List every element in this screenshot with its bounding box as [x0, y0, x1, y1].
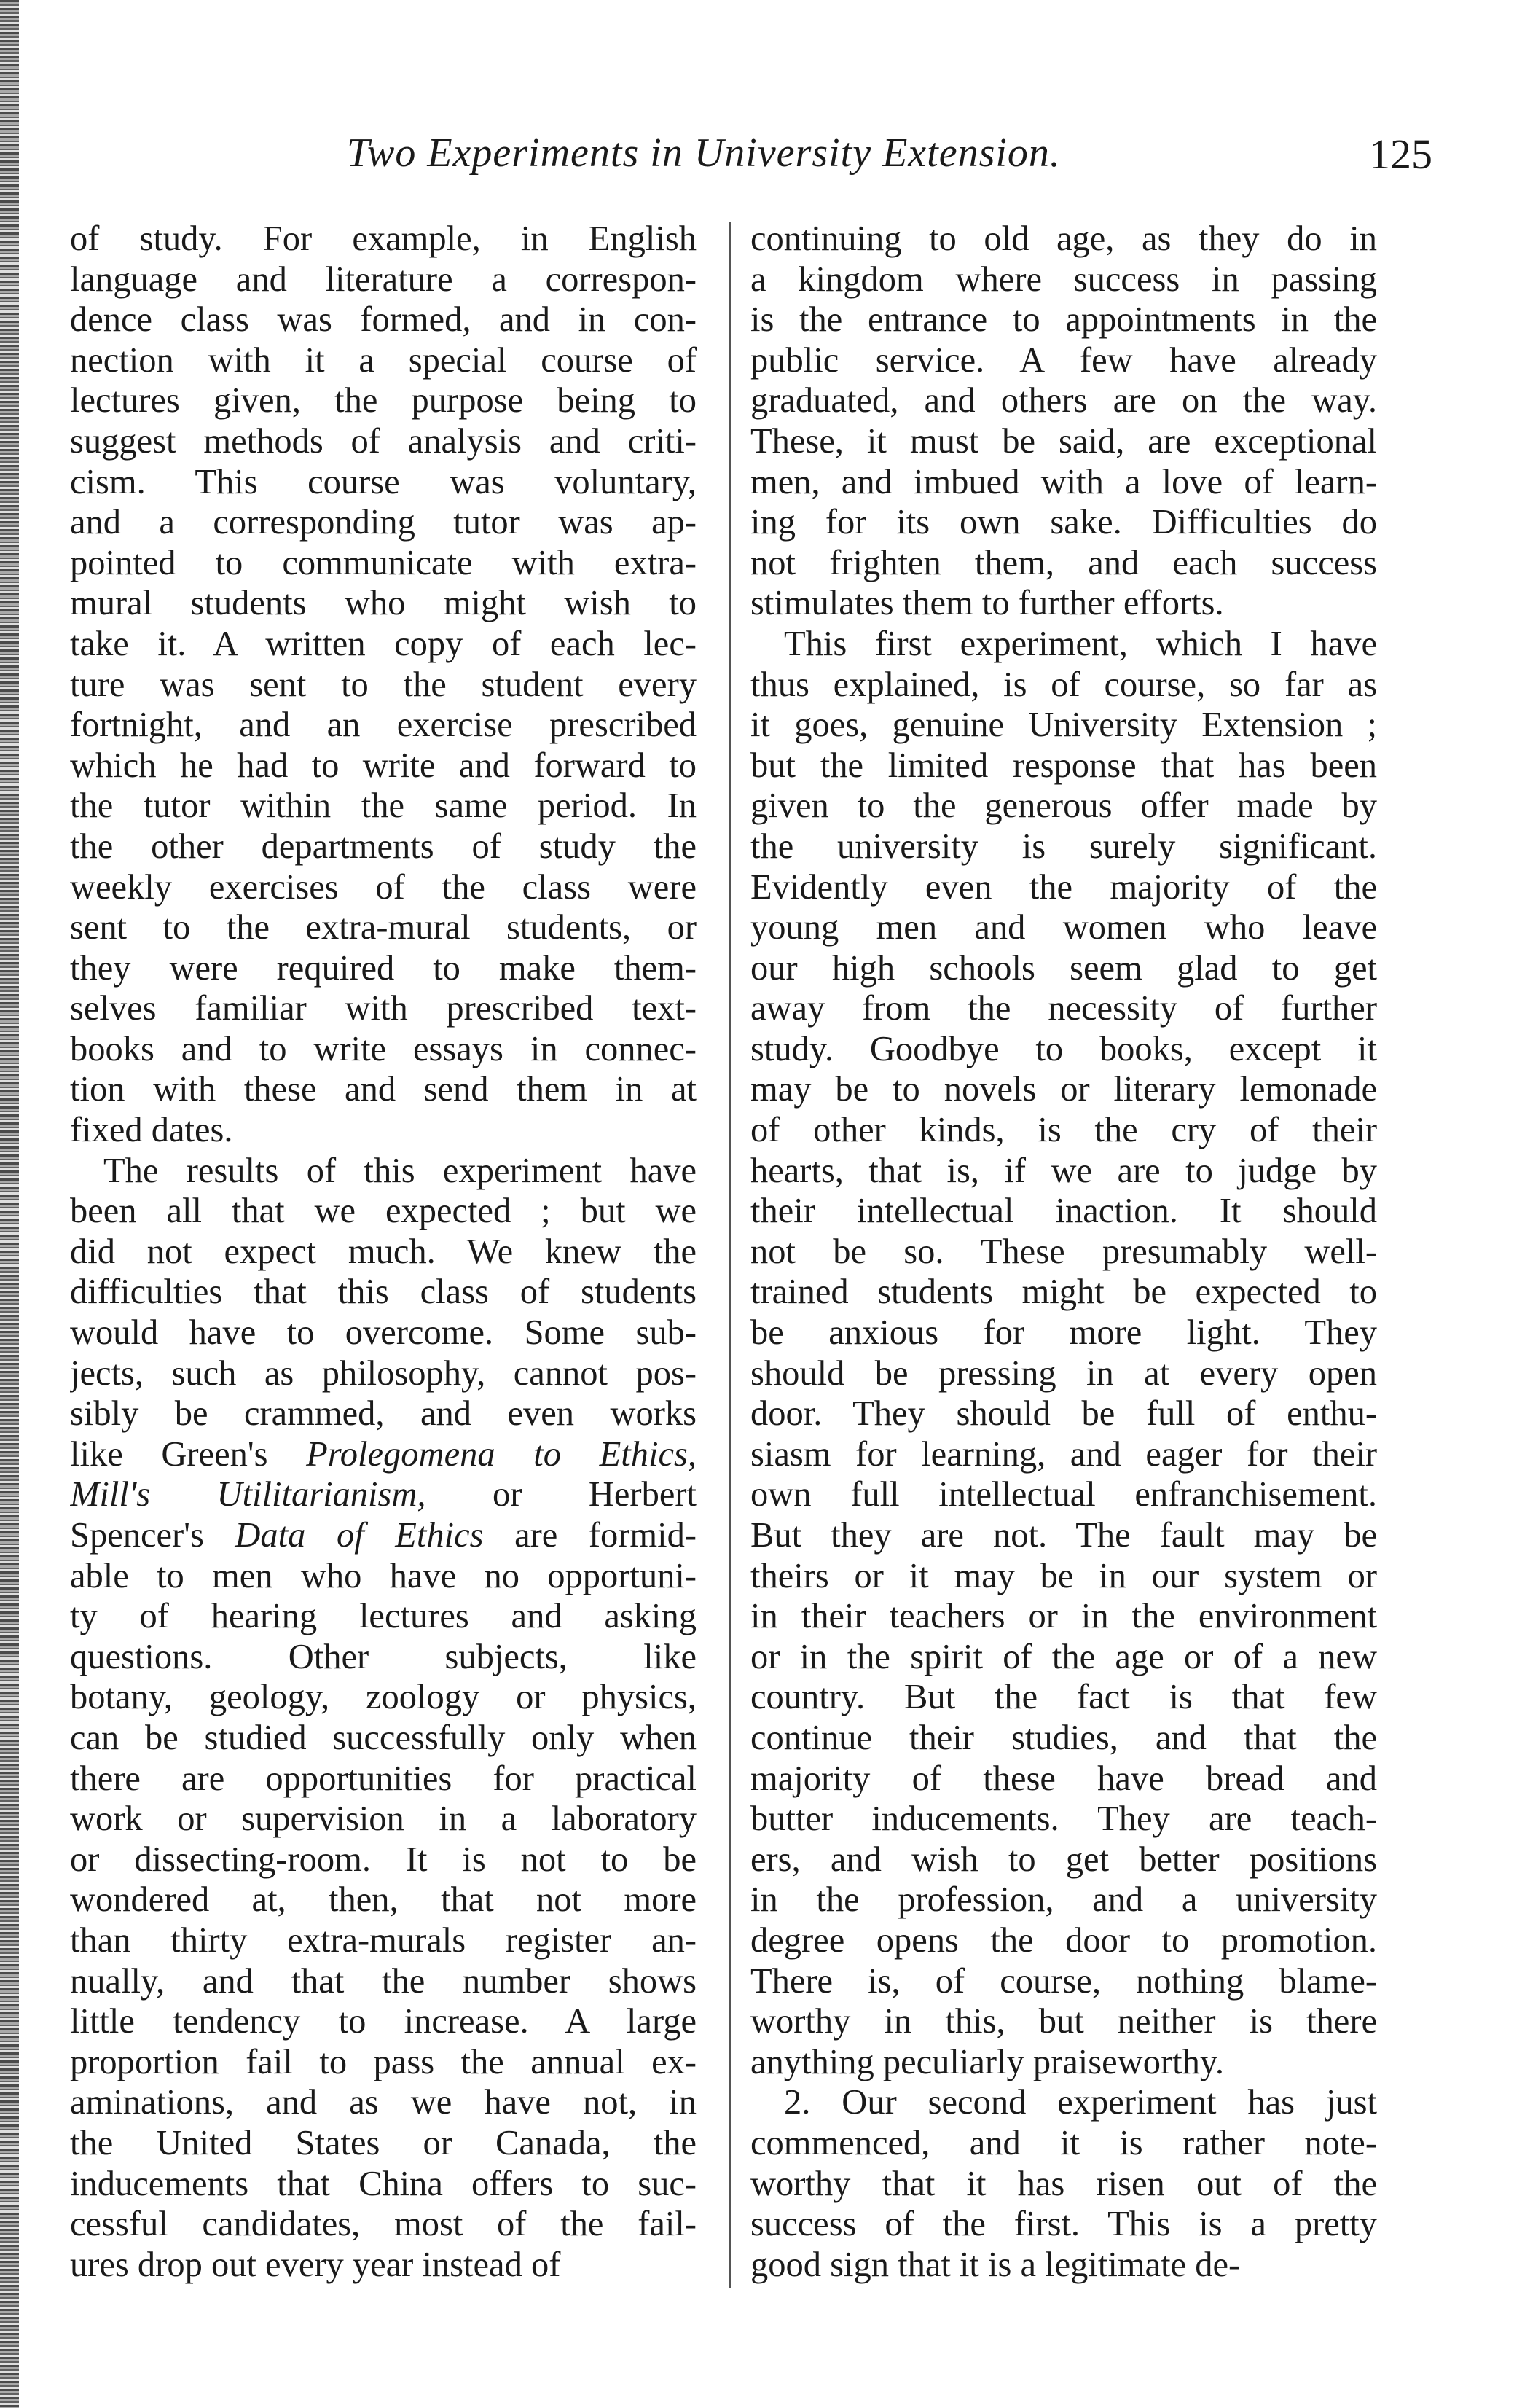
text-line: continue their studies, and that the	[750, 1718, 1377, 1757]
text-line: weekly exercises of the class were	[70, 867, 697, 907]
text-line: butter inducements. They are teach-	[750, 1799, 1377, 1839]
text-line: nection with it a special course of	[70, 340, 697, 380]
text-line: the university is surely significant.	[750, 826, 1377, 866]
text-line: anything peculiarly praiseworthy.	[750, 2042, 1225, 2081]
italic-title: Mill's Utilitarianism,	[70, 1475, 426, 1514]
text-line: thus explained, is of course, so far as	[750, 665, 1377, 704]
text-line: they were required to make them-	[70, 948, 697, 988]
text-line: suggest methods of analysis and criti-	[70, 421, 697, 461]
left-text-column	[70, 219, 697, 2285]
text-line: majority of these have bread and	[750, 1759, 1377, 1798]
text-line: be anxious for more light. They	[750, 1313, 1377, 1353]
text-line: nually, and that the number shows	[70, 1961, 697, 2001]
text-line: study. Goodbye to books, except it	[750, 1029, 1377, 1068]
text-line: wondered at, then, that not more	[70, 1880, 697, 1920]
text-line: or dissecting-room. It is not to be	[70, 1840, 697, 1879]
text-line: success of the first. This is a pretty	[750, 2205, 1377, 2244]
text-line: stimulates them to further efforts.	[750, 584, 1224, 623]
text-line: country. But the fact is that few	[750, 1678, 1377, 1717]
text-line: young men and women who leave	[750, 908, 1377, 947]
text-line: work or supervision in a laboratory	[70, 1799, 697, 1839]
text-line: sibly be crammed, and even works	[70, 1394, 697, 1434]
text-line: cism. This course was voluntary,	[70, 462, 697, 501]
text-line: our high schools seem glad to get	[750, 948, 1377, 988]
text-line: botany, geology, zoology or physics,	[70, 1678, 697, 1717]
text-line: door. They should be full of enthu-	[750, 1394, 1377, 1434]
text-line: questions. Other subjects, like	[70, 1637, 697, 1676]
text-line: and a corresponding tutor was ap-	[70, 503, 697, 542]
text-line	[70, 1434, 697, 1475]
text-line: jects, such as philosophy, cannot pos-	[70, 1353, 697, 1393]
text-line: in the profession, and a university	[750, 1880, 1377, 1920]
text-line: been all that we expected ; but we	[70, 1192, 697, 1231]
text-line: fixed dates.	[70, 1111, 233, 1150]
text-line: pointed to communicate with extra-	[70, 543, 697, 582]
text-line: proportion fail to pass the annual ex-	[70, 2042, 697, 2081]
text-line: difficulties that this class of students	[70, 1273, 697, 1312]
text-line: men, and imbued with a love of learn-	[750, 462, 1377, 501]
text-line: aminations, and as we have not, in	[70, 2083, 697, 2122]
text-line: good sign that it is a legitimate de-	[750, 2245, 1241, 2284]
text-line: than thirty extra-murals register an-	[70, 1920, 697, 1960]
text-line: books and to write essays in connec-	[70, 1029, 697, 1068]
text-line: should be pressing in at every open	[750, 1353, 1377, 1393]
scanned-binding-edge	[0, 0, 19, 2408]
text-line: sent to the extra-mural students, or	[70, 908, 697, 947]
text-line: is the entrance to appointments in the	[750, 300, 1377, 340]
running-head	[70, 130, 1432, 188]
text-line: tion with these and send them in at	[70, 1070, 697, 1109]
text-line: a kingdom where success in passing	[750, 259, 1377, 299]
text-line: their intellectual inaction. It should	[750, 1192, 1377, 1231]
text-line: of study. For example, in English	[70, 219, 697, 258]
text-line: ing for its own sake. Difficulties do	[750, 503, 1377, 542]
text-line: 2. Our second experiment has just	[784, 2083, 1377, 2122]
text-line: able to men who have no opportuni-	[70, 1556, 697, 1595]
line-text-segment: or Herbert	[425, 1475, 697, 1514]
text-line: it goes, genuine University Extension ;	[750, 705, 1377, 745]
line-text-segment: Spencer's	[70, 1516, 235, 1555]
text-line: mural students who might wish to	[70, 584, 697, 623]
text-line: or in the spirit of the age or of a new	[750, 1637, 1377, 1676]
text-line: commenced, and it is rather note-	[750, 2123, 1377, 2162]
text-line: may be to novels or literary lemonade	[750, 1070, 1377, 1109]
text-line: can be studied successfully only when	[70, 1718, 697, 1757]
text-line: cessful candidates, most of the fail-	[70, 2205, 697, 2244]
text-line: which he had to write and forward to	[70, 746, 697, 785]
text-line: lectures given, the purpose being to	[70, 381, 697, 421]
text-line: would have to overcome. Some sub-	[70, 1313, 697, 1353]
text-line: in their teachers or in the environment	[750, 1597, 1377, 1636]
text-line: of other kinds, is the cry of their	[750, 1111, 1377, 1150]
text-line: ty of hearing lectures and asking	[70, 1597, 697, 1636]
text-line: Evidently even the majority of the	[750, 867, 1377, 907]
text-line: own full intellectual enfranchisement.	[750, 1475, 1377, 1514]
text-line: not be so. These presumably well-	[750, 1232, 1377, 1271]
text-line: worthy in this, but neither is there	[750, 2002, 1377, 2041]
text-line: continuing to old age, as they do in	[750, 219, 1377, 258]
text-line: there are opportunities for practical	[70, 1759, 697, 1798]
text-line: degree opens the door to promotion.	[750, 1920, 1377, 1960]
text-line: hearts, that is, if we are to judge by	[750, 1151, 1377, 1190]
text-line: dence class was formed, and in con-	[70, 300, 697, 340]
text-line: take it. A written copy of each lec-	[70, 624, 697, 663]
text-line: ture was sent to the student every	[70, 665, 697, 704]
text-line: ers, and wish to get better positions	[750, 1840, 1377, 1879]
text-line: not frighten them, and each success	[750, 543, 1377, 582]
running-title: Two Experiments in University Extension.	[347, 130, 1061, 176]
text-line: The results of this experiment have	[103, 1151, 697, 1190]
text-line: worthy that it has risen out of the	[750, 2164, 1377, 2203]
text-line: the other departments of study the	[70, 826, 697, 866]
column-divider-rule	[729, 222, 731, 2288]
text-line: There is, of course, nothing blame-	[750, 1961, 1377, 2001]
text-line: did not expect much. We knew the	[70, 1232, 697, 1271]
text-line: little tendency to increase. A large	[70, 2002, 697, 2041]
text-line: ures drop out every year instead of	[70, 2245, 561, 2284]
page-number: 125	[1369, 130, 1432, 178]
italic-title: Prolegomena to Ethics,	[306, 1434, 697, 1474]
text-line: graduated, and others are on the way.	[750, 381, 1377, 421]
text-line: public service. A few have already	[750, 340, 1377, 380]
text-line: selves familiar with prescribed text-	[70, 989, 697, 1028]
text-line	[70, 1474, 697, 1515]
text-line: trained students might be expected to	[750, 1273, 1377, 1312]
text-line	[70, 1515, 697, 1556]
text-line: inducements that China offers to suc-	[70, 2164, 697, 2203]
text-line: These, it must be said, are exceptional	[750, 421, 1377, 461]
text-line: the tutor within the same period. In	[70, 786, 697, 826]
line-text-segment: like Green's	[70, 1434, 307, 1474]
italic-title: Data of Ethics	[235, 1516, 484, 1555]
text-line: the United States or Canada, the	[70, 2123, 697, 2162]
text-line: away from the necessity of further	[750, 989, 1377, 1028]
line-text-segment: are formid-	[483, 1516, 697, 1555]
right-text-column	[750, 219, 1377, 2285]
text-line: siasm for learning, and eager for their	[750, 1434, 1377, 1474]
text-line: but the limited response that has been	[750, 746, 1377, 785]
text-line: theirs or it may be in our system or	[750, 1556, 1377, 1595]
text-line: This first experiment, which I have	[784, 624, 1377, 663]
text-line: given to the generous offer made by	[750, 786, 1377, 826]
text-line: language and literature a correspon-	[70, 259, 697, 299]
text-line: But they are not. The fault may be	[750, 1516, 1377, 1555]
text-line: fortnight, and an exercise prescribed	[70, 705, 697, 745]
